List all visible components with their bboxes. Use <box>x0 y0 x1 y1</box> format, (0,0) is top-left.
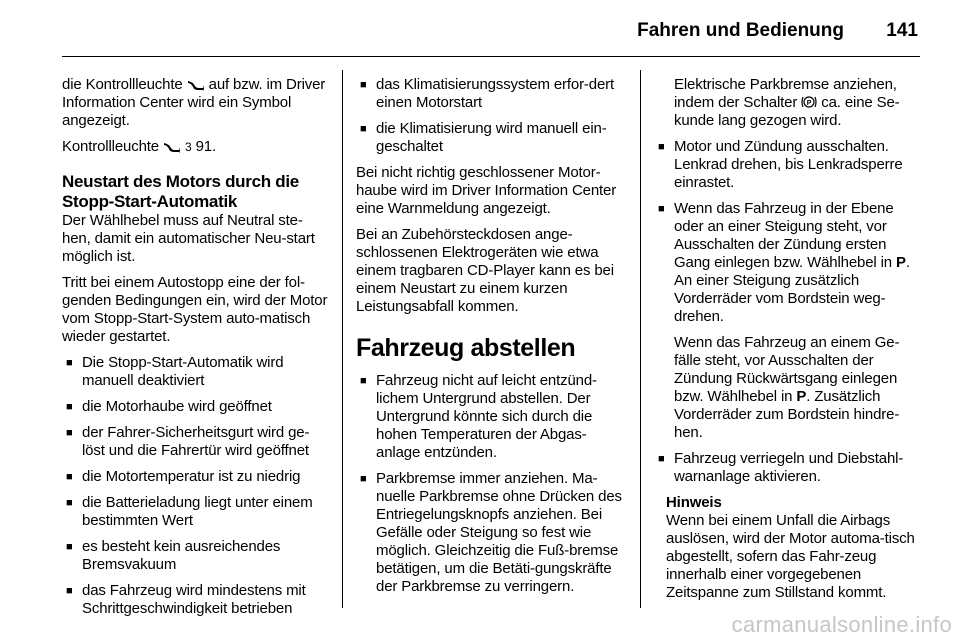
paragraph: Der Wählhebel muss auf Neutral ste-hen, damit ein automatischer Neu-start möglich ist. <box>62 212 315 265</box>
bullet-list <box>356 372 628 596</box>
text: der Fahrer-Sicherheitsgurt wird ge-löst und die Fahrertür wird geöffnet <box>82 424 310 459</box>
bullet-icon: ■ <box>360 375 367 387</box>
bullet-icon: ■ <box>66 357 73 369</box>
text: auf bzw. im Driver Information Center wird ein Symbol angezeigt. <box>62 76 326 129</box>
page-header-title: Fahren und Bedienung <box>637 20 844 41</box>
text: die Klimatisierung wird manuell ein-geschaltet <box>376 120 607 155</box>
list-item <box>654 200 924 442</box>
subsection-heading: Neustart des Motors durch die Stopp-Start-Automatik <box>62 172 299 211</box>
header-rule <box>62 56 920 57</box>
text: Wenn das Fahrzeug an einem Ge-fälle steht, vor Ausschalten der Zündung Rückwärtsgang einlegen bzw. Wählhebel in <box>674 334 900 405</box>
paragraph: Bei an Zubehörsteckdosen ange-schlossenen Elektrogeräten wie etwa einem tragbaren CD-Player kann es bei einem Neustart zu einem kurzen Leistungsabfall kommen. <box>356 226 614 315</box>
paragraph <box>654 76 924 130</box>
list-item <box>654 138 924 192</box>
text: Die Stopp-Start-Automatik wird manuell deaktiviert <box>82 354 284 389</box>
column-divider-1 <box>342 70 343 608</box>
text: die Kontrollleuchte <box>62 76 183 93</box>
text: die Motorhaube wird geöffnet <box>82 398 272 415</box>
gear-position-p: P <box>796 388 807 405</box>
text: das Fahrzeug wird mindestens mit Schrittgeschwindigkeit betrieben <box>82 582 306 617</box>
text: 91. <box>195 138 217 155</box>
column-3 <box>654 76 924 602</box>
list-item <box>654 450 924 486</box>
paragraph <box>62 138 328 156</box>
list-item <box>62 398 328 416</box>
text: Fahrzeug verriegeln und Diebstahl-warnanlage aktivieren. <box>674 450 904 485</box>
parking-brake-switch-icon <box>801 95 817 109</box>
list-item-continuation <box>674 334 924 442</box>
text: Elektrische Parkbremse anziehen, indem der Schalter <box>674 76 897 111</box>
bullet-list <box>654 138 924 486</box>
bullet-icon: ■ <box>66 427 73 439</box>
auto-stop-indicator-icon <box>187 79 205 91</box>
text: Kontrollleuchte <box>62 138 159 155</box>
auto-stop-indicator-icon <box>163 141 181 153</box>
paragraph: Bei nicht richtig geschlossener Motor-haube wird im Driver Information Center eine Warnmeldung angezeigt. <box>356 164 617 217</box>
bullet-icon: ■ <box>66 497 73 509</box>
text: ca. eine Se-kunde lang gezogen wird. <box>674 94 900 129</box>
paragraph <box>62 76 328 130</box>
text: es besteht kein ausreichendes Bremsvakuum <box>82 538 281 573</box>
bullet-icon: ■ <box>658 141 665 153</box>
section-heading: Fahrzeug abstellen <box>356 334 576 362</box>
svg-text:P: P <box>806 99 812 107</box>
bullet-icon: ■ <box>360 473 367 485</box>
page-number: 141 <box>886 20 918 41</box>
list-item <box>62 468 328 486</box>
column-2 <box>356 76 628 604</box>
watermark: carmanualsonline.info <box>731 612 952 637</box>
text: Fahrzeug nicht auf leicht entzünd-lichem Untergrund abstellen. Der Untergrund könnte sich durch die hohen Temperaturen der Abgas-anlage entzünden. <box>376 372 597 461</box>
list-item <box>62 354 328 390</box>
text: Parkbremse immer anziehen. Ma-nuelle Parkbremse ohne Drücken des Entriegelungsknopfs anziehen. Bei Gefälle oder Steigung so fest wie möglich. Gleichzeitig die Fuß-bremse betätigen, um die Betäti-gungskräfte der Parkbremse zu verringern. <box>376 470 622 595</box>
text: Motor und Zündung ausschalten. Lenkrad drehen, bis Lenkradsperre einrastet. <box>674 138 903 191</box>
bullet-list <box>62 354 328 618</box>
text: . Zusätzlich Vorderräder zum Bordstein hindre-hen. <box>674 388 900 441</box>
gear-position-p: P <box>896 254 906 271</box>
list-item <box>62 424 328 460</box>
paragraph: Tritt bei einem Autostopp eine der fol-genden Bedingungen ein, wird der Motor vom Stopp-Start-System auto-matisch wieder gestartet. <box>62 274 328 345</box>
bullet-icon: ■ <box>66 401 73 413</box>
note-box <box>654 494 924 602</box>
list-item <box>62 494 328 530</box>
bullet-list <box>356 76 628 156</box>
column-divider-2 <box>640 70 641 608</box>
note-title: Hinweis <box>666 494 722 511</box>
list-item <box>356 76 628 112</box>
column-1 <box>62 76 328 626</box>
text: die Batterieladung liegt unter einem bestimmten Wert <box>82 494 313 529</box>
list-item <box>356 120 628 156</box>
bullet-icon: ■ <box>658 453 665 465</box>
bullet-icon: ■ <box>66 585 73 597</box>
text: die Motortemperatur ist zu niedrig <box>82 468 301 485</box>
page-reference-icon: 3 <box>185 140 192 154</box>
text: . An einer Steigung zusätzlich Vorderräder vom Bordstein weg-drehen. <box>674 254 910 325</box>
list-item <box>62 538 328 574</box>
bullet-icon: ■ <box>658 203 665 215</box>
list-item <box>356 470 628 596</box>
bullet-icon: ■ <box>360 123 367 135</box>
bullet-icon: ■ <box>66 541 73 553</box>
bullet-icon: ■ <box>360 79 367 91</box>
list-item <box>356 372 628 462</box>
note-text: Wenn bei einem Unfall die Airbags auslösen, wird der Motor automa-tisch abgestellt, sofern das Fahr-zeug innerhalb einer vorgegebenen Zeitspanne zum Stillstand kommt. <box>666 512 915 601</box>
text: Wenn das Fahrzeug in der Ebene oder an einer Steigung steht, vor Ausschalten der Zündung ersten Gang einlegen bzw. Wählhebel in <box>674 200 894 271</box>
text: das Klimatisierungssystem erfor-dert einen Motorstart <box>376 76 615 111</box>
list-item <box>62 582 328 618</box>
page-reference-link[interactable] <box>185 138 216 155</box>
bullet-icon: ■ <box>66 471 73 483</box>
